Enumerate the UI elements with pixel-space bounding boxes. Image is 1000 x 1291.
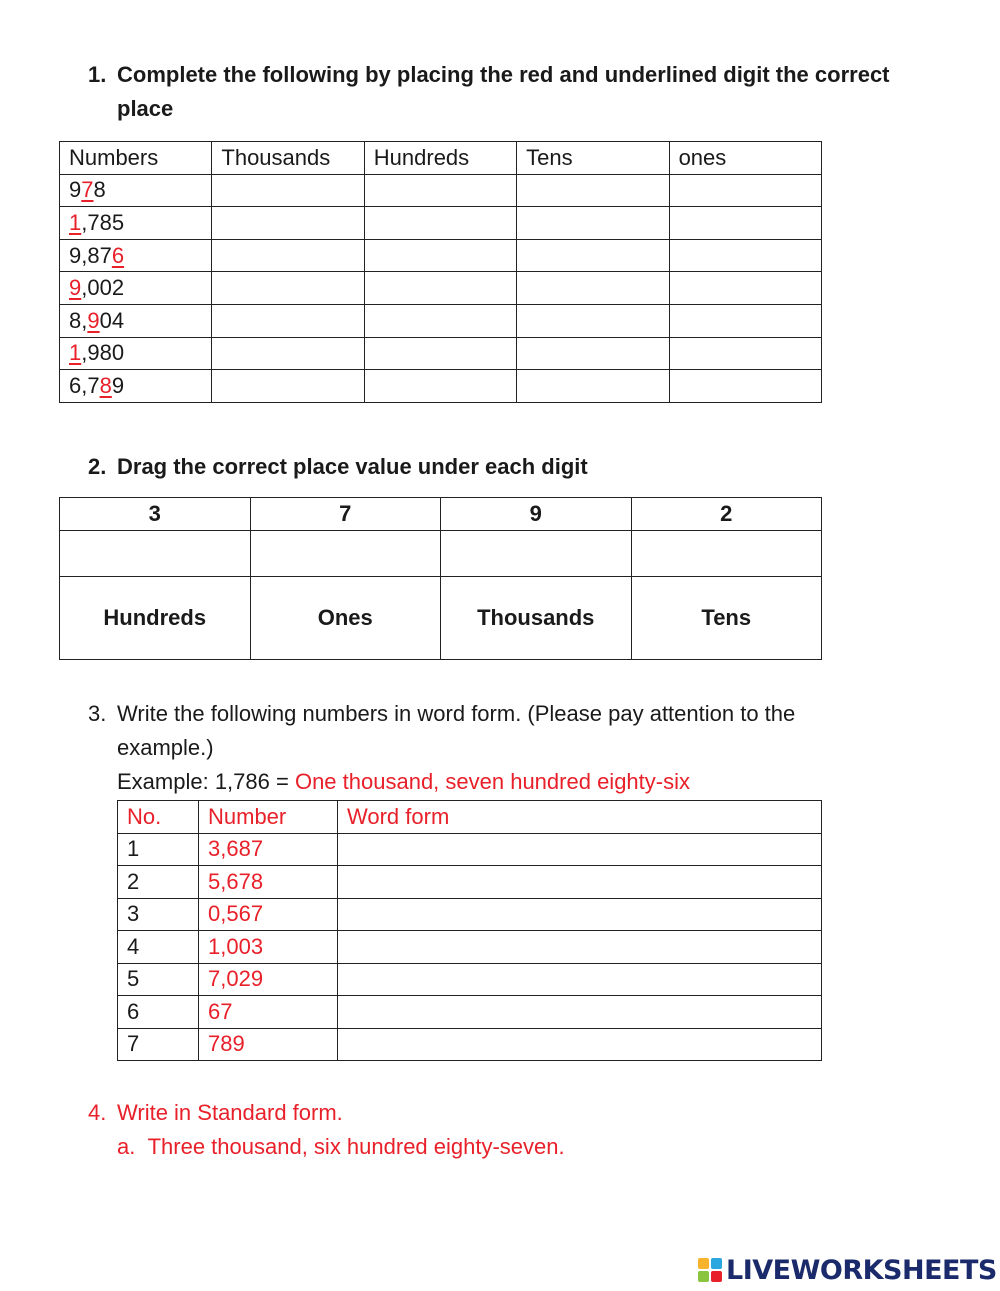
header-cell: Hundreds	[364, 142, 516, 175]
number-prefix: 9	[69, 177, 82, 203]
highlighted-digit: 1	[69, 340, 82, 366]
table-row	[118, 963, 822, 996]
header-cell: Number	[199, 801, 338, 834]
drop-zone[interactable]	[250, 531, 441, 577]
highlighted-digit: 1	[69, 209, 82, 235]
answer-cell[interactable]	[669, 337, 821, 370]
answer-cell[interactable]	[517, 272, 669, 305]
answer-cell[interactable]	[517, 370, 669, 403]
draggable-option[interactable]: Hundreds	[60, 577, 251, 660]
header-cell: Tens	[517, 142, 669, 175]
options-row	[60, 577, 822, 660]
sub-item-text: Three thousand, six hundred eighty-seven.	[147, 1134, 565, 1159]
number-value: 67	[199, 996, 338, 1029]
number-suffix: 8	[93, 177, 106, 203]
row-number: 4	[118, 931, 199, 964]
table-row	[118, 898, 822, 931]
row-number: 6	[118, 996, 199, 1029]
answer-cell[interactable]	[364, 337, 516, 370]
answer-cell[interactable]	[212, 337, 364, 370]
question-1	[88, 58, 968, 126]
number-cell	[60, 337, 212, 370]
table-row	[60, 272, 822, 305]
draggable-option[interactable]: Ones	[250, 577, 441, 660]
number-cell	[60, 239, 212, 272]
question-text: Drag the correct place value under each digit	[117, 454, 588, 479]
table-header-row	[118, 801, 822, 834]
answer-cell[interactable]	[212, 239, 364, 272]
question-text-line2: place	[117, 96, 174, 121]
word-form-answer[interactable]	[338, 898, 822, 931]
example-line	[117, 765, 690, 799]
drop-zone[interactable]	[631, 531, 822, 577]
number-suffix: 9	[111, 372, 125, 398]
table-header-row	[60, 142, 822, 175]
example-answer: One thousand, seven hundred eighty-six	[294, 769, 690, 794]
number-cell	[60, 207, 212, 240]
digit-cell: 9	[441, 498, 632, 531]
logo-blocks-icon	[698, 1258, 722, 1282]
word-form-answer[interactable]	[338, 1028, 822, 1061]
number-suffix: ,785	[81, 209, 125, 235]
answer-cell[interactable]	[212, 272, 364, 305]
header-cell: Word form	[338, 801, 822, 834]
question-3	[88, 697, 988, 799]
answer-cell[interactable]	[212, 370, 364, 403]
number-cell	[60, 272, 212, 305]
answer-cell[interactable]	[669, 304, 821, 337]
digit-cell: 2	[631, 498, 822, 531]
word-form-answer[interactable]	[338, 866, 822, 899]
table-row	[60, 174, 822, 207]
number-value: 3,687	[199, 833, 338, 866]
answer-cell[interactable]	[364, 174, 516, 207]
draggable-option[interactable]: Tens	[631, 577, 822, 660]
question-text-line2: example.)	[117, 735, 214, 760]
answer-cell[interactable]	[212, 207, 364, 240]
answer-cell[interactable]	[669, 239, 821, 272]
answer-cell[interactable]	[669, 207, 821, 240]
number-prefix: 8,	[69, 307, 88, 333]
row-number: 2	[118, 866, 199, 899]
highlighted-digit: 7	[81, 177, 94, 203]
drag-place-value-table	[59, 497, 822, 660]
question-2	[88, 450, 968, 484]
drop-zone[interactable]	[60, 531, 251, 577]
table-row	[118, 833, 822, 866]
table-row	[118, 931, 822, 964]
number-cell	[60, 304, 212, 337]
table-row	[60, 304, 822, 337]
table-row	[60, 370, 822, 403]
row-number: 7	[118, 1028, 199, 1061]
logo-text: LIVEWORKSHEETS	[726, 1254, 997, 1286]
number-value: 0,567	[199, 898, 338, 931]
digit-cell: 7	[250, 498, 441, 531]
digit-row	[60, 498, 822, 531]
word-form-answer[interactable]	[338, 833, 822, 866]
header-cell: ones	[669, 142, 821, 175]
word-form-answer[interactable]	[338, 963, 822, 996]
answer-cell[interactable]	[212, 304, 364, 337]
question-text-line1: Write the following numbers in word form. (Please pay attention to the	[117, 701, 796, 726]
answer-cell[interactable]	[517, 207, 669, 240]
sub-item-label: a.	[117, 1134, 136, 1159]
row-number: 5	[118, 963, 199, 996]
digit-cell: 3	[60, 498, 251, 531]
number-suffix: 04	[99, 307, 125, 333]
question-number: 1.	[88, 62, 107, 87]
answer-cell[interactable]	[212, 174, 364, 207]
number-value: 789	[199, 1028, 338, 1061]
question-number: 2.	[88, 454, 107, 479]
answer-cell[interactable]	[517, 337, 669, 370]
row-number: 1	[118, 833, 199, 866]
number-prefix: 6,7	[69, 372, 100, 398]
answer-cell[interactable]	[517, 239, 669, 272]
highlighted-digit: 9	[87, 307, 100, 333]
row-number: 3	[118, 898, 199, 931]
number-suffix: ,980	[81, 340, 125, 366]
answer-cell[interactable]	[669, 174, 821, 207]
question-number: 4.	[88, 1100, 107, 1125]
table-row	[60, 337, 822, 370]
answer-cell[interactable]	[517, 174, 669, 207]
number-value: 5,678	[199, 866, 338, 899]
number-value: 1,003	[199, 931, 338, 964]
table-row	[60, 207, 822, 240]
word-form-table	[117, 800, 822, 1061]
answer-cell[interactable]	[364, 304, 516, 337]
answer-cell[interactable]	[669, 370, 821, 403]
highlighted-digit: 8	[99, 372, 112, 398]
question-text: Write in Standard form.	[117, 1100, 343, 1125]
word-form-answer[interactable]	[338, 996, 822, 1029]
draggable-option[interactable]: Thousands	[441, 577, 632, 660]
answer-cell[interactable]	[364, 239, 516, 272]
table-row	[60, 239, 822, 272]
answer-cell[interactable]	[669, 272, 821, 305]
question-4	[88, 1096, 968, 1164]
header-cell: Numbers	[60, 142, 212, 175]
question-number: 3.	[88, 701, 107, 726]
answer-cell[interactable]	[517, 304, 669, 337]
sub-item	[117, 1130, 565, 1164]
table-row	[118, 996, 822, 1029]
number-prefix: 9,87	[69, 242, 112, 268]
liveworksheets-logo	[698, 1253, 997, 1287]
place-value-table	[59, 141, 822, 403]
number-cell	[60, 174, 212, 207]
highlighted-digit: 9	[69, 275, 82, 301]
highlighted-digit: 6	[111, 242, 125, 268]
drop-zone[interactable]	[441, 531, 632, 577]
number-cell	[60, 370, 212, 403]
drop-row	[60, 531, 822, 577]
answer-cell[interactable]	[364, 207, 516, 240]
word-form-answer[interactable]	[338, 931, 822, 964]
number-value: 7,029	[199, 963, 338, 996]
answer-cell[interactable]	[364, 272, 516, 305]
question-text-line1: Complete the following by placing the red and underlined digit the correct	[117, 62, 890, 87]
answer-cell[interactable]	[364, 370, 516, 403]
table-row	[118, 1028, 822, 1061]
table-row	[118, 866, 822, 899]
header-cell: No.	[118, 801, 199, 834]
example-label: Example: 1,786 =	[117, 769, 295, 794]
header-cell: Thousands	[212, 142, 364, 175]
number-suffix: ,002	[81, 275, 125, 301]
